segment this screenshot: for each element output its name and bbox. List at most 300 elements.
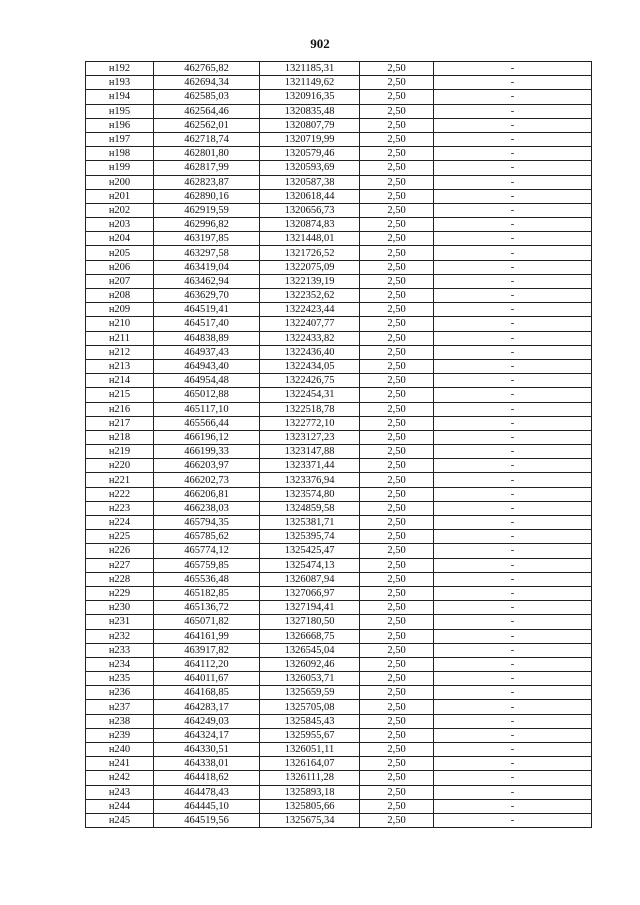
y-coordinate-cell: 1322407,77 — [260, 317, 360, 331]
x-coordinate-cell: 465785,62 — [154, 530, 260, 544]
table-row — [86, 473, 592, 487]
point-id-cell: н225 — [86, 530, 154, 544]
x-coordinate-cell: 466238,03 — [154, 501, 260, 515]
y-coordinate-cell: 1327194,41 — [260, 601, 360, 615]
table-row — [86, 76, 592, 90]
description-cell: - — [434, 516, 592, 530]
y-coordinate-cell: 1325805,66 — [260, 799, 360, 813]
table-row — [86, 218, 592, 232]
y-coordinate-cell: 1320618,44 — [260, 189, 360, 203]
x-coordinate-cell: 464324,17 — [154, 728, 260, 742]
description-cell: - — [434, 714, 592, 728]
description-cell: - — [434, 459, 592, 473]
description-cell: - — [434, 728, 592, 742]
description-cell: - — [434, 76, 592, 90]
point-id-cell: н226 — [86, 544, 154, 558]
description-cell: - — [434, 615, 592, 629]
accuracy-cell: 2,50 — [360, 374, 434, 388]
point-id-cell: н242 — [86, 771, 154, 785]
accuracy-cell: 2,50 — [360, 629, 434, 643]
accuracy-cell: 2,50 — [360, 147, 434, 161]
y-coordinate-cell: 1320593,69 — [260, 161, 360, 175]
description-cell: - — [434, 246, 592, 260]
x-coordinate-cell: 466206,81 — [154, 487, 260, 501]
y-coordinate-cell: 1321448,01 — [260, 232, 360, 246]
accuracy-cell: 2,50 — [360, 62, 434, 76]
point-id-cell: н193 — [86, 76, 154, 90]
table-row — [86, 175, 592, 189]
description-cell: - — [434, 132, 592, 146]
point-id-cell: н192 — [86, 62, 154, 76]
x-coordinate-cell: 462718,74 — [154, 132, 260, 146]
x-coordinate-cell: 465012,88 — [154, 388, 260, 402]
y-coordinate-cell: 1326087,94 — [260, 572, 360, 586]
table-row — [86, 757, 592, 771]
x-coordinate-cell: 462585,03 — [154, 90, 260, 104]
table-row — [86, 189, 592, 203]
description-cell: - — [434, 175, 592, 189]
accuracy-cell: 2,50 — [360, 813, 434, 827]
y-coordinate-cell: 1326051,11 — [260, 743, 360, 757]
x-coordinate-cell: 464283,17 — [154, 700, 260, 714]
accuracy-cell: 2,50 — [360, 516, 434, 530]
description-cell: - — [434, 147, 592, 161]
description-cell: - — [434, 629, 592, 643]
description-cell: - — [434, 359, 592, 373]
x-coordinate-cell: 465117,10 — [154, 402, 260, 416]
description-cell: - — [434, 501, 592, 515]
table-row — [86, 657, 592, 671]
x-coordinate-cell: 464249,03 — [154, 714, 260, 728]
description-cell: - — [434, 430, 592, 444]
y-coordinate-cell: 1325425,47 — [260, 544, 360, 558]
accuracy-cell: 2,50 — [360, 686, 434, 700]
accuracy-cell: 2,50 — [360, 246, 434, 260]
accuracy-cell: 2,50 — [360, 132, 434, 146]
y-coordinate-cell: 1322454,31 — [260, 388, 360, 402]
accuracy-cell: 2,50 — [360, 558, 434, 572]
point-id-cell: н224 — [86, 516, 154, 530]
point-id-cell: н199 — [86, 161, 154, 175]
page-number: 902 — [310, 36, 330, 51]
y-coordinate-cell: 1323147,88 — [260, 445, 360, 459]
y-coordinate-cell: 1325395,74 — [260, 530, 360, 544]
y-coordinate-cell: 1322436,40 — [260, 345, 360, 359]
point-id-cell: н230 — [86, 601, 154, 615]
accuracy-cell: 2,50 — [360, 104, 434, 118]
x-coordinate-cell: 466196,12 — [154, 430, 260, 444]
table-row — [86, 416, 592, 430]
table-row — [86, 686, 592, 700]
y-coordinate-cell: 1326164,07 — [260, 757, 360, 771]
x-coordinate-cell: 462562,01 — [154, 118, 260, 132]
table-row — [86, 203, 592, 217]
accuracy-cell: 2,50 — [360, 530, 434, 544]
y-coordinate-cell: 1322352,62 — [260, 289, 360, 303]
point-id-cell: н206 — [86, 260, 154, 274]
y-coordinate-cell: 1326111,28 — [260, 771, 360, 785]
table-row — [86, 147, 592, 161]
y-coordinate-cell: 1322434,05 — [260, 359, 360, 373]
accuracy-cell: 2,50 — [360, 501, 434, 515]
point-id-cell: н203 — [86, 218, 154, 232]
description-cell: - — [434, 643, 592, 657]
x-coordinate-cell: 464445,10 — [154, 799, 260, 813]
table-row — [86, 90, 592, 104]
accuracy-cell: 2,50 — [360, 175, 434, 189]
y-coordinate-cell: 1326053,71 — [260, 672, 360, 686]
y-coordinate-cell: 1325893,18 — [260, 785, 360, 799]
x-coordinate-cell: 462694,34 — [154, 76, 260, 90]
accuracy-cell: 2,50 — [360, 118, 434, 132]
table-row — [86, 530, 592, 544]
y-coordinate-cell: 1322772,10 — [260, 416, 360, 430]
point-id-cell: н239 — [86, 728, 154, 742]
description-cell: - — [434, 686, 592, 700]
y-coordinate-cell: 1326545,04 — [260, 643, 360, 657]
table-row — [86, 246, 592, 260]
point-id-cell: н243 — [86, 785, 154, 799]
description-cell: - — [434, 232, 592, 246]
description-cell: - — [434, 530, 592, 544]
point-id-cell: н201 — [86, 189, 154, 203]
y-coordinate-cell: 1323376,94 — [260, 473, 360, 487]
description-cell: - — [434, 90, 592, 104]
x-coordinate-cell: 464478,43 — [154, 785, 260, 799]
y-coordinate-cell: 1321149,62 — [260, 76, 360, 90]
point-id-cell: н235 — [86, 672, 154, 686]
description-cell: - — [434, 672, 592, 686]
x-coordinate-cell: 464112,20 — [154, 657, 260, 671]
x-coordinate-cell: 464519,56 — [154, 813, 260, 827]
description-cell: - — [434, 743, 592, 757]
table-row — [86, 813, 592, 827]
accuracy-cell: 2,50 — [360, 402, 434, 416]
y-coordinate-cell: 1325659,59 — [260, 686, 360, 700]
accuracy-cell: 2,50 — [360, 388, 434, 402]
x-coordinate-cell: 464943,40 — [154, 359, 260, 373]
table-row — [86, 615, 592, 629]
table-row — [86, 728, 592, 742]
accuracy-cell: 2,50 — [360, 757, 434, 771]
y-coordinate-cell: 1323127,23 — [260, 430, 360, 444]
description-cell: - — [434, 445, 592, 459]
point-id-cell: н231 — [86, 615, 154, 629]
point-id-cell: н245 — [86, 813, 154, 827]
description-cell: - — [434, 289, 592, 303]
point-id-cell: н212 — [86, 345, 154, 359]
point-id-cell: н195 — [86, 104, 154, 118]
y-coordinate-cell: 1321726,52 — [260, 246, 360, 260]
accuracy-cell: 2,50 — [360, 232, 434, 246]
x-coordinate-cell: 465759,85 — [154, 558, 260, 572]
table-row — [86, 714, 592, 728]
accuracy-cell: 2,50 — [360, 189, 434, 203]
description-cell: - — [434, 586, 592, 600]
x-coordinate-cell: 465536,48 — [154, 572, 260, 586]
y-coordinate-cell: 1320587,38 — [260, 175, 360, 189]
x-coordinate-cell: 462801,80 — [154, 147, 260, 161]
accuracy-cell: 2,50 — [360, 90, 434, 104]
y-coordinate-cell: 1320807,79 — [260, 118, 360, 132]
accuracy-cell: 2,50 — [360, 743, 434, 757]
table-row — [86, 260, 592, 274]
table-row — [86, 572, 592, 586]
x-coordinate-cell: 462564,46 — [154, 104, 260, 118]
accuracy-cell: 2,50 — [360, 430, 434, 444]
point-id-cell: н236 — [86, 686, 154, 700]
description-cell: - — [434, 161, 592, 175]
y-coordinate-cell: 1327066,97 — [260, 586, 360, 600]
x-coordinate-cell: 462996,82 — [154, 218, 260, 232]
accuracy-cell: 2,50 — [360, 700, 434, 714]
y-coordinate-cell: 1326092,46 — [260, 657, 360, 671]
x-coordinate-cell: 462919,59 — [154, 203, 260, 217]
point-id-cell: н211 — [86, 331, 154, 345]
point-id-cell: н238 — [86, 714, 154, 728]
x-coordinate-cell: 466202,73 — [154, 473, 260, 487]
x-coordinate-cell: 465566,44 — [154, 416, 260, 430]
y-coordinate-cell: 1325381,71 — [260, 516, 360, 530]
table-row — [86, 643, 592, 657]
table-row — [86, 700, 592, 714]
description-cell: - — [434, 104, 592, 118]
description-cell: - — [434, 785, 592, 799]
x-coordinate-cell: 465182,85 — [154, 586, 260, 600]
accuracy-cell: 2,50 — [360, 289, 434, 303]
table-row — [86, 388, 592, 402]
coordinates-table — [85, 61, 592, 828]
description-cell: - — [434, 62, 592, 76]
accuracy-cell: 2,50 — [360, 445, 434, 459]
x-coordinate-cell: 464011,67 — [154, 672, 260, 686]
table-row — [86, 672, 592, 686]
table-row — [86, 232, 592, 246]
description-cell: - — [434, 203, 592, 217]
table-row — [86, 516, 592, 530]
point-id-cell: н209 — [86, 303, 154, 317]
point-id-cell: н217 — [86, 416, 154, 430]
y-coordinate-cell: 1326668,75 — [260, 629, 360, 643]
description-cell: - — [434, 558, 592, 572]
accuracy-cell: 2,50 — [360, 487, 434, 501]
point-id-cell: н207 — [86, 274, 154, 288]
accuracy-cell: 2,50 — [360, 260, 434, 274]
x-coordinate-cell: 462890,16 — [154, 189, 260, 203]
table-row — [86, 445, 592, 459]
point-id-cell: н223 — [86, 501, 154, 515]
point-id-cell: н220 — [86, 459, 154, 473]
point-id-cell: н198 — [86, 147, 154, 161]
accuracy-cell: 2,50 — [360, 714, 434, 728]
x-coordinate-cell: 464338,01 — [154, 757, 260, 771]
point-id-cell: н218 — [86, 430, 154, 444]
point-id-cell: н232 — [86, 629, 154, 643]
point-id-cell: н227 — [86, 558, 154, 572]
x-coordinate-cell: 465774,12 — [154, 544, 260, 558]
x-coordinate-cell: 463629,70 — [154, 289, 260, 303]
description-cell: - — [434, 345, 592, 359]
point-id-cell: н196 — [86, 118, 154, 132]
point-id-cell: н234 — [86, 657, 154, 671]
y-coordinate-cell: 1322426,75 — [260, 374, 360, 388]
point-id-cell: н205 — [86, 246, 154, 260]
description-cell: - — [434, 317, 592, 331]
x-coordinate-cell: 463419,04 — [154, 260, 260, 274]
x-coordinate-cell: 462817,99 — [154, 161, 260, 175]
accuracy-cell: 2,50 — [360, 331, 434, 345]
y-coordinate-cell: 1325845,43 — [260, 714, 360, 728]
table-body — [86, 62, 592, 828]
accuracy-cell: 2,50 — [360, 544, 434, 558]
table-row — [86, 799, 592, 813]
y-coordinate-cell: 1323574,80 — [260, 487, 360, 501]
y-coordinate-cell: 1325955,67 — [260, 728, 360, 742]
y-coordinate-cell: 1325675,34 — [260, 813, 360, 827]
y-coordinate-cell: 1325474,13 — [260, 558, 360, 572]
table-row — [86, 62, 592, 76]
x-coordinate-cell: 463917,82 — [154, 643, 260, 657]
table-row — [86, 629, 592, 643]
x-coordinate-cell: 464161,99 — [154, 629, 260, 643]
table-row — [86, 331, 592, 345]
table-row — [86, 743, 592, 757]
accuracy-cell: 2,50 — [360, 672, 434, 686]
accuracy-cell: 2,50 — [360, 459, 434, 473]
x-coordinate-cell: 463197,85 — [154, 232, 260, 246]
table-row — [86, 785, 592, 799]
x-coordinate-cell: 465794,35 — [154, 516, 260, 530]
description-cell: - — [434, 813, 592, 827]
point-id-cell: н237 — [86, 700, 154, 714]
y-coordinate-cell: 1320916,35 — [260, 90, 360, 104]
y-coordinate-cell: 1322139,19 — [260, 274, 360, 288]
x-coordinate-cell: 466199,33 — [154, 445, 260, 459]
table-row — [86, 402, 592, 416]
y-coordinate-cell: 1322433,82 — [260, 331, 360, 345]
table-row — [86, 317, 592, 331]
description-cell: - — [434, 757, 592, 771]
table-row — [86, 601, 592, 615]
description-cell: - — [434, 799, 592, 813]
y-coordinate-cell: 1322423,44 — [260, 303, 360, 317]
accuracy-cell: 2,50 — [360, 657, 434, 671]
accuracy-cell: 2,50 — [360, 771, 434, 785]
table-row — [86, 118, 592, 132]
accuracy-cell: 2,50 — [360, 359, 434, 373]
x-coordinate-cell: 462823,87 — [154, 175, 260, 189]
point-id-cell: н202 — [86, 203, 154, 217]
description-cell: - — [434, 260, 592, 274]
point-id-cell: н210 — [86, 317, 154, 331]
y-coordinate-cell: 1320719,99 — [260, 132, 360, 146]
point-id-cell: н213 — [86, 359, 154, 373]
point-id-cell: н194 — [86, 90, 154, 104]
accuracy-cell: 2,50 — [360, 161, 434, 175]
accuracy-cell: 2,50 — [360, 274, 434, 288]
x-coordinate-cell: 464168,85 — [154, 686, 260, 700]
table-row — [86, 430, 592, 444]
y-coordinate-cell: 1325705,08 — [260, 700, 360, 714]
description-cell: - — [434, 388, 592, 402]
point-id-cell: н214 — [86, 374, 154, 388]
table-row — [86, 459, 592, 473]
y-coordinate-cell: 1322075,09 — [260, 260, 360, 274]
accuracy-cell: 2,50 — [360, 76, 434, 90]
point-id-cell: н241 — [86, 757, 154, 771]
point-id-cell: н233 — [86, 643, 154, 657]
description-cell: - — [434, 473, 592, 487]
table-row — [86, 104, 592, 118]
point-id-cell: н228 — [86, 572, 154, 586]
x-coordinate-cell: 463297,58 — [154, 246, 260, 260]
point-id-cell: н244 — [86, 799, 154, 813]
y-coordinate-cell: 1321185,31 — [260, 62, 360, 76]
point-id-cell: н208 — [86, 289, 154, 303]
accuracy-cell: 2,50 — [360, 728, 434, 742]
table-row — [86, 161, 592, 175]
y-coordinate-cell: 1324859,58 — [260, 501, 360, 515]
x-coordinate-cell: 464937,43 — [154, 345, 260, 359]
description-cell: - — [434, 544, 592, 558]
accuracy-cell: 2,50 — [360, 473, 434, 487]
table-row — [86, 374, 592, 388]
point-id-cell: н197 — [86, 132, 154, 146]
point-id-cell: н229 — [86, 586, 154, 600]
description-cell: - — [434, 657, 592, 671]
description-cell: - — [434, 303, 592, 317]
accuracy-cell: 2,50 — [360, 785, 434, 799]
x-coordinate-cell: 466203,97 — [154, 459, 260, 473]
description-cell: - — [434, 771, 592, 785]
accuracy-cell: 2,50 — [360, 317, 434, 331]
description-cell: - — [434, 331, 592, 345]
x-coordinate-cell: 465071,82 — [154, 615, 260, 629]
table-row — [86, 544, 592, 558]
table-row — [86, 274, 592, 288]
point-id-cell: н216 — [86, 402, 154, 416]
accuracy-cell: 2,50 — [360, 615, 434, 629]
x-coordinate-cell: 464418,62 — [154, 771, 260, 785]
y-coordinate-cell: 1320579,46 — [260, 147, 360, 161]
description-cell: - — [434, 416, 592, 430]
x-coordinate-cell: 464519,41 — [154, 303, 260, 317]
x-coordinate-cell: 462765,82 — [154, 62, 260, 76]
accuracy-cell: 2,50 — [360, 203, 434, 217]
table-row — [86, 558, 592, 572]
accuracy-cell: 2,50 — [360, 799, 434, 813]
table-row — [86, 501, 592, 515]
accuracy-cell: 2,50 — [360, 416, 434, 430]
y-coordinate-cell: 1323371,44 — [260, 459, 360, 473]
description-cell: - — [434, 274, 592, 288]
accuracy-cell: 2,50 — [360, 601, 434, 615]
accuracy-cell: 2,50 — [360, 345, 434, 359]
y-coordinate-cell: 1320835,48 — [260, 104, 360, 118]
accuracy-cell: 2,50 — [360, 303, 434, 317]
x-coordinate-cell: 464517,40 — [154, 317, 260, 331]
description-cell: - — [434, 218, 592, 232]
table-row — [86, 345, 592, 359]
description-cell: - — [434, 487, 592, 501]
point-id-cell: н222 — [86, 487, 154, 501]
accuracy-cell: 2,50 — [360, 218, 434, 232]
description-cell: - — [434, 118, 592, 132]
point-id-cell: н200 — [86, 175, 154, 189]
table-row — [86, 359, 592, 373]
accuracy-cell: 2,50 — [360, 643, 434, 657]
table-row — [86, 487, 592, 501]
